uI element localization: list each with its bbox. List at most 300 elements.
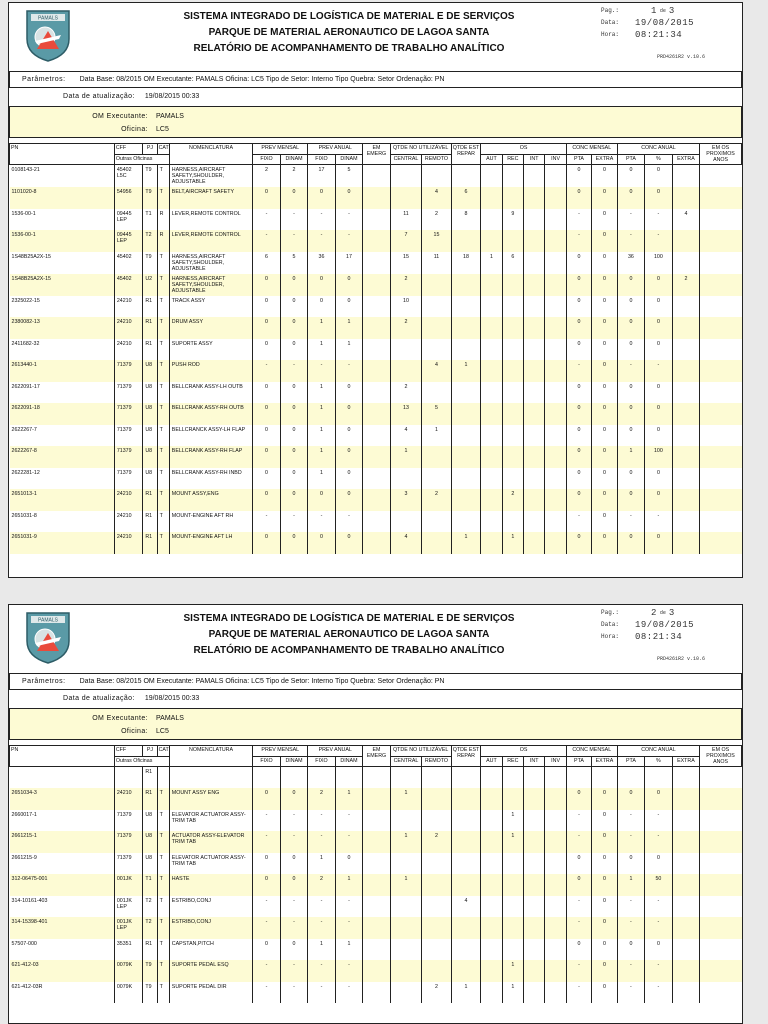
table-cell (672, 382, 700, 404)
table-cell (524, 489, 545, 511)
table-cell: 0 (645, 274, 672, 296)
table-cell (422, 853, 452, 875)
col-pj: PJ (143, 746, 157, 757)
table-cell: 2 (390, 382, 422, 404)
table-cell (545, 532, 566, 554)
table-cell: - (308, 360, 335, 382)
table-cell: 1 (335, 317, 362, 339)
table-cell: 0 (335, 382, 362, 404)
table-cell: - (308, 209, 335, 231)
table-cell: 1 (390, 788, 422, 810)
table-cell: 2651031-9 (10, 532, 115, 554)
table-cell (700, 165, 742, 188)
table-cell (363, 831, 390, 853)
table-cell: 0 (566, 382, 591, 404)
table-cell (451, 939, 481, 961)
table-cell: 0 (280, 317, 307, 339)
table-cell (700, 209, 742, 231)
table-cell (390, 853, 422, 875)
table-cell: 2 (422, 831, 452, 853)
table-cell: 1 (502, 982, 523, 1004)
table-cell: 36 (617, 252, 644, 274)
parameters-label: Parâmetros: (22, 678, 66, 685)
table-row (10, 274, 742, 296)
table-cell: 0 (645, 489, 672, 511)
table-cell (700, 317, 742, 339)
table-cell: 0 (335, 853, 362, 875)
table-cell (451, 446, 481, 468)
table-cell (700, 532, 742, 554)
table-cell (363, 403, 390, 425)
report-time: 08:21:34 (635, 632, 683, 642)
table-cell (700, 853, 742, 875)
col-aut: AUT (481, 756, 502, 767)
table-cell (451, 165, 481, 188)
table-cell (524, 917, 545, 939)
table-cell: 0108143-21 (11, 167, 40, 173)
table-cell: - (566, 960, 591, 982)
table-cell: 0 (253, 425, 280, 447)
table-cell: T1 (143, 209, 157, 231)
table-cell: 0 (566, 339, 591, 361)
col-prev-mensal-fixo: FIXO (253, 756, 280, 767)
table-cell (157, 767, 169, 789)
table-cell: U8 (143, 446, 157, 468)
col-prev-anual-dinam: DINAM (335, 154, 362, 165)
table-cell (390, 960, 422, 982)
table-cell: 24210 (114, 788, 143, 810)
table-cell: 0 (280, 296, 307, 318)
table-cell (700, 296, 742, 318)
table-cell: 0 (280, 468, 307, 490)
table-cell (524, 939, 545, 961)
table-cell: - (280, 982, 307, 1004)
table-cell (422, 939, 452, 961)
table-cell (545, 296, 566, 318)
items-table (9, 745, 742, 1003)
table-cell: 0 (308, 274, 335, 296)
table-cell: 0 (253, 274, 280, 296)
col-conc-anual-pct: % (645, 756, 672, 767)
cff-code: 001JK (116, 897, 132, 904)
table-cell: 2 (308, 874, 335, 896)
table-cell: 0 (253, 382, 280, 404)
table-cell: 621-412-03R (11, 983, 43, 990)
table-cell (545, 230, 566, 252)
col-prev-mensal: PREV MENSAL (253, 144, 308, 155)
table-cell: 2622091-17 (11, 383, 40, 390)
table-cell: 0 (617, 187, 644, 209)
table-cell: 0 (280, 532, 307, 554)
parameters-text: Data Base: 08/2015 OM Executante: PAMALS Oficina: LC5 Tipo de Setor: Interno Tipo Quebra: Setor Ordenação: PN (79, 76, 445, 83)
table-cell (672, 339, 700, 361)
table-cell: - (645, 982, 672, 1004)
table-cell: 1 (502, 831, 523, 853)
page-label: Pag.: (601, 609, 620, 616)
table-cell (502, 446, 523, 468)
outras-oficinas-code: LEP (116, 925, 127, 931)
table-cell: 0 (592, 165, 617, 188)
park-title: PARQUE DE MATERIAL AERONAUTICO DE LAGOA SANTA (208, 629, 490, 640)
table-cell: SUPORTE PEDAL ESQ (169, 960, 252, 982)
col-remoto: REMOTO (422, 756, 452, 767)
table-cell: ESTRIBO,CONJ (169, 896, 252, 918)
table-cell: 0 (253, 489, 280, 511)
page-number: 1 (651, 6, 657, 16)
table-cell (617, 767, 644, 789)
table-cell: 0 (592, 982, 617, 1004)
table-cell: 1 (390, 446, 422, 468)
table-cell (114, 165, 143, 188)
table-cell (545, 511, 566, 533)
table-cell (451, 788, 481, 810)
table-cell (502, 230, 523, 252)
table-row (10, 831, 742, 853)
table-cell: T (157, 853, 169, 875)
table-row (10, 874, 742, 896)
table-cell: 1 (308, 446, 335, 468)
table-cell (422, 165, 452, 188)
table-cell: T (157, 252, 169, 274)
table-cell (481, 360, 502, 382)
table-cell: T1 (143, 874, 157, 896)
table-cell: 0079K (114, 982, 143, 1004)
table-cell: - (253, 360, 280, 382)
parameters-bar (9, 673, 742, 690)
table-cell: U8 (143, 425, 157, 447)
table-cell: 0 (335, 468, 362, 490)
table-cell: 1 (390, 831, 422, 853)
table-cell (524, 382, 545, 404)
table-cell: T (157, 187, 169, 209)
table-cell: 0 (253, 339, 280, 361)
table-cell: 71379 (114, 382, 143, 404)
table-cell: 2651034-3 (10, 788, 115, 810)
table-cell: - (335, 360, 362, 382)
table-cell: T (157, 982, 169, 1004)
table-cell: 1 (308, 403, 335, 425)
table-cell: - (335, 960, 362, 982)
table-cell (524, 425, 545, 447)
table-cell: 2 (308, 788, 335, 810)
table-cell (451, 810, 481, 832)
table-cell: T (157, 446, 169, 468)
table-cell (545, 252, 566, 274)
table-cell: 1536-00-1 (10, 230, 115, 252)
table-cell (672, 425, 700, 447)
table-cell: 6 (502, 252, 523, 274)
table-cell (700, 403, 742, 425)
col-nomenclatura: NOMENCLATURA (169, 144, 252, 165)
table-cell: 0 (592, 187, 617, 209)
table-cell: 5 (280, 252, 307, 274)
table-cell: - (253, 982, 280, 1004)
table-cell: 0 (592, 831, 617, 853)
table-cell: R1 (143, 317, 157, 339)
table-cell: 0 (280, 187, 307, 209)
table-cell (363, 165, 390, 188)
col-prev-mensal-dinam: DINAM (280, 154, 307, 165)
table-cell (481, 425, 502, 447)
table-cell: 24210 (114, 532, 143, 554)
table-cell: 0 (592, 296, 617, 318)
table-cell: 0 (645, 468, 672, 490)
table-cell: - (253, 810, 280, 832)
col-qtde-utilizavel: QTDE NO UTILIZÁVEL (390, 746, 451, 757)
table-cell: ACTUATOR ASSY-ELEVATOR TRIM TAB (169, 831, 252, 853)
table-cell: - (280, 917, 307, 939)
om-label: OM Executante: (92, 715, 148, 722)
report-meta: Pag.: 1 de 3 Data: 19/08/2015 Hora: 08:21:34 PRD4261R2 v.10.6 (601, 5, 694, 41)
table-cell: 10 (390, 296, 422, 318)
table-cell: 1101020-8 (10, 187, 115, 209)
table-row (10, 489, 742, 511)
table-cell (502, 165, 523, 188)
table-cell: 0 (592, 853, 617, 875)
table-cell (545, 403, 566, 425)
table-cell: 0 (308, 532, 335, 554)
table-cell: 2 (422, 982, 452, 1004)
table-cell: - (335, 511, 362, 533)
table-cell: U8 (143, 810, 157, 832)
table-cell: DRUM ASSY (169, 317, 252, 339)
table-cell (390, 896, 422, 918)
table-cell (700, 511, 742, 533)
table-cell: MOUNT ASSY ENG (169, 788, 252, 810)
table-cell: 0 (566, 187, 591, 209)
table-cell: 1 (308, 382, 335, 404)
report-date: 19/08/2015 (635, 620, 695, 630)
table-cell: - (308, 982, 335, 1004)
table-cell (672, 446, 700, 468)
update-label: Data de atualização: (63, 93, 135, 100)
table-cell: 0 (335, 274, 362, 296)
table-cell (524, 230, 545, 252)
table-cell (524, 339, 545, 361)
table-cell (524, 532, 545, 554)
table-cell (422, 382, 452, 404)
table-cell: PUSH ROD (169, 360, 252, 382)
table-cell (451, 403, 481, 425)
table-cell: 15 (390, 252, 422, 274)
table-cell: 11 (422, 252, 452, 274)
table-cell (672, 939, 700, 961)
col-prev-anual-dinam: DINAM (335, 756, 362, 767)
table-cell: 0 (592, 874, 617, 896)
parameters-bar (9, 71, 742, 88)
table-cell: 0 (335, 532, 362, 554)
col-prev-anual-fixo: FIXO (308, 154, 335, 165)
col-outras-oficinas: Outras Oficinas (114, 756, 169, 767)
table-cell: LEVER,REMOTE CONTROL (169, 230, 252, 252)
table-cell: - (253, 209, 280, 231)
table-cell: 0 (566, 274, 591, 296)
table-cell: T (157, 788, 169, 810)
table-cell: - (645, 810, 672, 832)
table-cell: 2651031-8 (11, 512, 37, 519)
table-cell (672, 403, 700, 425)
table-row (10, 810, 742, 832)
col-rec: REC (502, 154, 523, 165)
table-cell (700, 274, 742, 296)
table-cell: 0 (617, 296, 644, 318)
col-rec: REC (502, 756, 523, 767)
table-cell (481, 853, 502, 875)
table-cell: - (308, 960, 335, 982)
table-cell: 1536-00-1 (11, 210, 36, 217)
page-label: Pag.: (601, 7, 620, 14)
table-cell (481, 874, 502, 896)
table-cell: BELLCRANCK ASSY-LH FLAP (169, 425, 252, 447)
table-cell: - (617, 511, 644, 533)
table-cell: - (617, 360, 644, 382)
table-cell (545, 831, 566, 853)
table-cell: 0 (592, 252, 617, 274)
table-cell: 1 (502, 532, 523, 554)
col-prev-anual: PREV ANUAL (308, 144, 363, 155)
table-cell: 0 (566, 532, 591, 554)
table-cell (672, 317, 700, 339)
col-conc-anual-pta: PTA (617, 154, 644, 165)
table-cell (481, 209, 502, 231)
om-block (9, 106, 742, 138)
table-cell: - (308, 810, 335, 832)
table-cell (10, 767, 115, 789)
table-cell (545, 489, 566, 511)
col-nomenclatura: NOMENCLATURA (169, 746, 252, 767)
table-cell: T9 (143, 252, 157, 274)
table-cell: 0 (335, 425, 362, 447)
table-cell: 0 (617, 317, 644, 339)
table-cell: T (157, 165, 169, 188)
table-cell: U8 (143, 382, 157, 404)
table-cell: 4 (390, 425, 422, 447)
table-cell (672, 917, 700, 939)
table-cell: 2661215-9 (11, 854, 37, 861)
table-cell (363, 960, 390, 982)
table-cell (363, 874, 390, 896)
table-cell: T2 (143, 896, 157, 918)
page-total: 3 (668, 608, 675, 618)
om-label: OM Executante: (92, 113, 148, 120)
table-cell: 0 (566, 788, 591, 810)
table-cell: 5 (335, 165, 362, 188)
table-cell: - (335, 831, 362, 853)
table-cell (545, 853, 566, 875)
table-cell: 6 (253, 252, 280, 274)
col-qtde-est: QTDE EST REPAR (451, 746, 481, 767)
table-cell (481, 831, 502, 853)
table-cell: 2613440-1 (10, 360, 115, 382)
table-cell: 0 (253, 788, 280, 810)
table-cell (481, 810, 502, 832)
table-cell (363, 446, 390, 468)
table-cell: 1 (308, 339, 335, 361)
table-cell: 0 (280, 382, 307, 404)
table-cell (524, 767, 545, 789)
col-pn: PN (10, 746, 115, 767)
table-cell: T (157, 296, 169, 318)
col-prev-mensal: PREV MENSAL (253, 746, 308, 757)
table-cell (422, 446, 452, 468)
col-prev-anual: PREV ANUAL (308, 746, 363, 757)
table-cell (502, 767, 523, 789)
table-cell (363, 511, 390, 533)
table-cell: - (645, 209, 672, 231)
table-cell (700, 982, 742, 1004)
table-cell (700, 230, 742, 252)
table-cell (700, 446, 742, 468)
table-cell (502, 874, 523, 896)
table-cell: MOUNT ASSY,ENG (169, 489, 252, 511)
table-cell: HARNESS,AIRCRAFT SAFETY,SHOULDER, ADJUSTABLE (169, 252, 252, 274)
table-cell: - (280, 360, 307, 382)
table-cell (700, 339, 742, 361)
table-cell (481, 489, 502, 511)
table-cell: 0 (566, 446, 591, 468)
table-cell: 57507-000 (11, 940, 37, 947)
table-cell (502, 788, 523, 810)
table-cell (545, 274, 566, 296)
table-cell (451, 511, 481, 533)
table-cell: 1 (502, 960, 523, 982)
table-cell (672, 468, 700, 490)
table-row (10, 939, 742, 961)
table-cell (481, 767, 502, 789)
table-cell: - (335, 917, 362, 939)
outras-oficinas-code: L5C (116, 173, 127, 179)
col-conc-mensal-pta: PTA (566, 756, 591, 767)
parameters-label: Parâmetros: (22, 76, 66, 83)
table-cell (481, 939, 502, 961)
table-cell: 2 (390, 274, 422, 296)
col-cff: CFF (114, 746, 143, 757)
oficina-label: Oficina: (121, 728, 148, 735)
table-cell (545, 767, 566, 789)
table-cell (524, 853, 545, 875)
table-cell (390, 360, 422, 382)
table-cell (363, 939, 390, 961)
col-inv: INV (545, 154, 566, 165)
table-row (10, 982, 742, 1004)
system-title: SISTEMA INTEGRADO DE LOGÍSTICA DE MATERIAL E DE SERVIÇOS (183, 613, 515, 624)
table-cell (363, 382, 390, 404)
table-row (10, 165, 742, 188)
table-cell (524, 209, 545, 231)
table-cell: T (157, 831, 169, 853)
table-cell: T (157, 511, 169, 533)
park-title: PARQUE DE MATERIAL AERONAUTICO DE LAGOA SANTA (208, 27, 490, 38)
table-cell: - (617, 896, 644, 918)
report-titles (109, 611, 589, 659)
table-cell (545, 896, 566, 918)
table-cell (481, 317, 502, 339)
table-cell: 2 (422, 489, 452, 511)
table-cell: - (280, 896, 307, 918)
table-cell: BELLCRANK ASSY-RH OUTB (169, 403, 252, 425)
table-cell: 1 (617, 874, 644, 896)
table-cell: 0 (592, 788, 617, 810)
table-cell (700, 917, 742, 939)
table-cell (672, 810, 700, 832)
table-cell: 1 (451, 982, 481, 1004)
table-cell (502, 917, 523, 939)
cff-code: 45402 (116, 167, 132, 173)
table-cell (481, 446, 502, 468)
table-row (10, 230, 742, 252)
table-cell (363, 853, 390, 875)
col-conc-mensal-pta: PTA (566, 154, 591, 165)
